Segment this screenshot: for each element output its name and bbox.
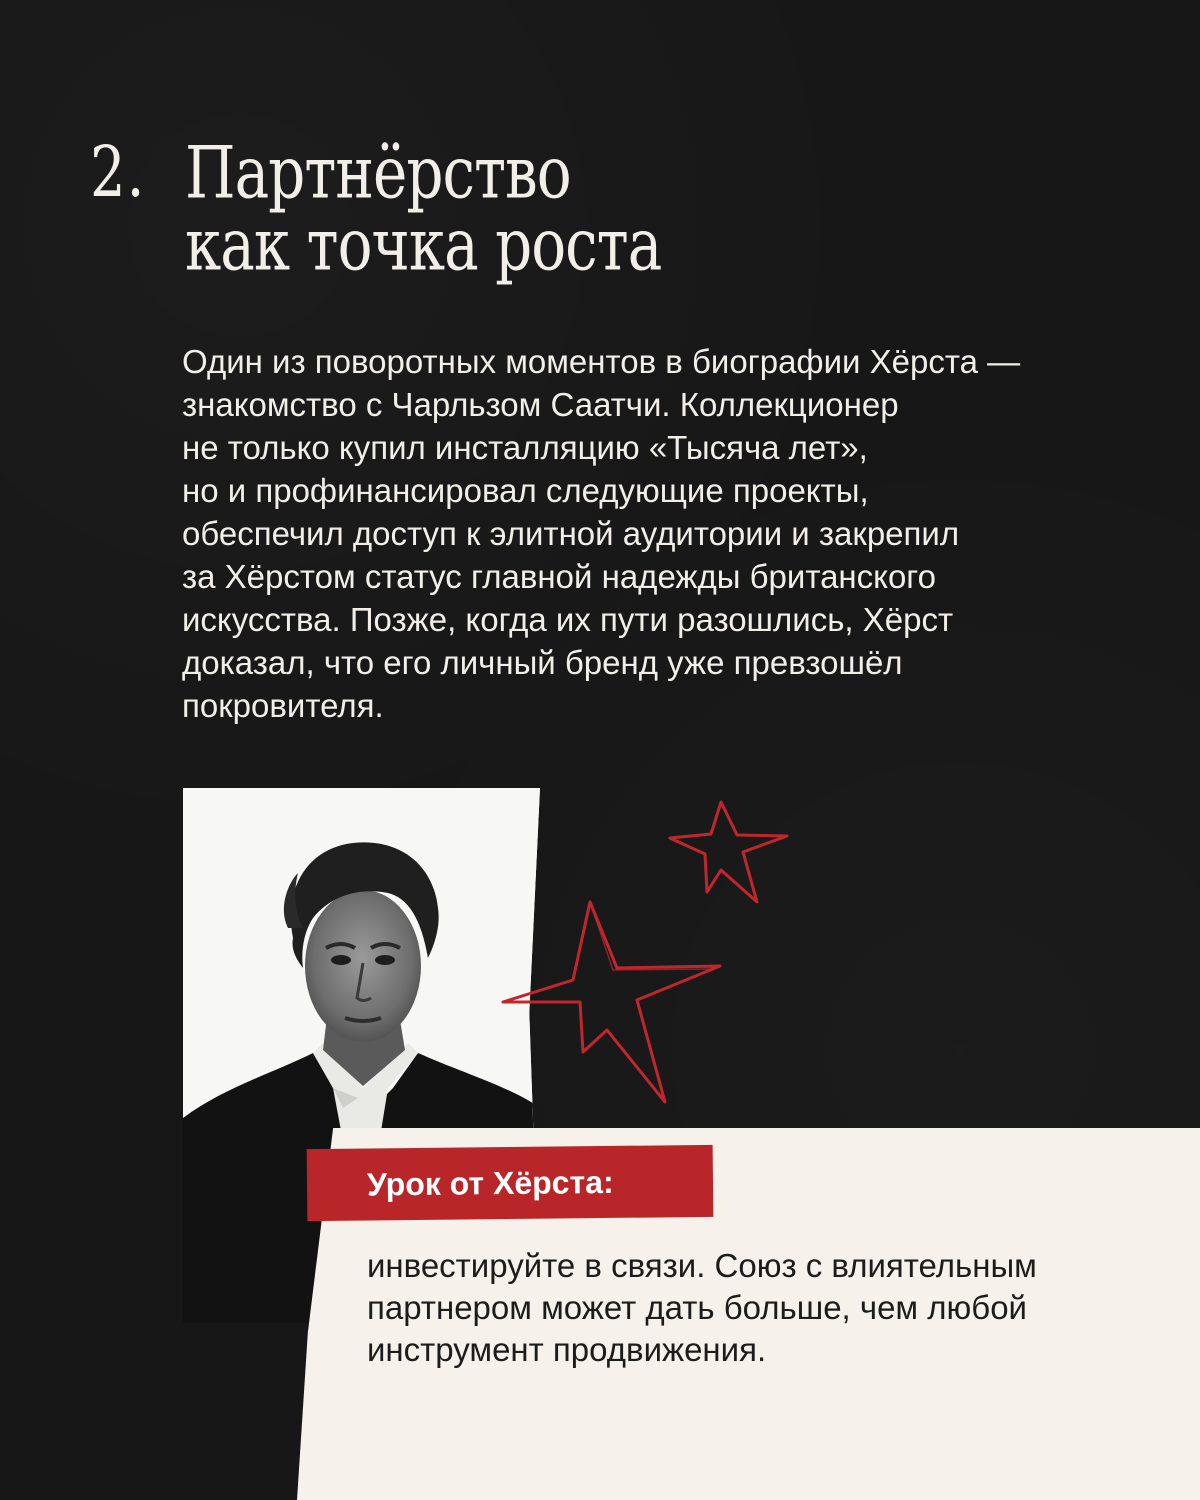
body-line: за Хёрстом статус главной надежды британского [182, 558, 936, 595]
title-line-2: как точка роста [185, 202, 662, 287]
body-line: но и профинансировал следующие проекты, [182, 472, 869, 509]
body-line: искусства. Позже, когда их пути разошлись, Хёрст [182, 601, 954, 638]
title-line-1: Партнёрство [185, 130, 571, 215]
body-line: Один из поворотных моментов в биографии Хёрста — [182, 343, 1021, 380]
lesson-line: инвестируйте в связи. Союз с влиятельным [367, 1247, 1037, 1284]
lesson-tag-label: Урок от Хёрста: [366, 1163, 614, 1203]
lesson-tag [307, 1145, 714, 1221]
page-title [90, 130, 790, 290]
section-number: 2. [90, 132, 146, 214]
body-line: покровителя. [182, 687, 384, 724]
lesson-text [367, 1245, 1167, 1371]
body-line: не только купил инсталляцию «Тысяча лет», [182, 429, 868, 466]
lesson-line: инструмент продвижения. [367, 1331, 767, 1368]
body-line: обеспечил доступ к элитной аудитории и закрепил [182, 515, 960, 552]
lesson-line: партнером может дать больше, чем любой [367, 1289, 1027, 1326]
body-line: доказал, что его личный бренд уже превзошёл [182, 644, 903, 681]
body-line: знакомство с Чарльзом Саатчи. Коллекционер [182, 386, 899, 423]
star-doodle-icon [495, 790, 805, 1110]
body-paragraph [182, 340, 1172, 727]
